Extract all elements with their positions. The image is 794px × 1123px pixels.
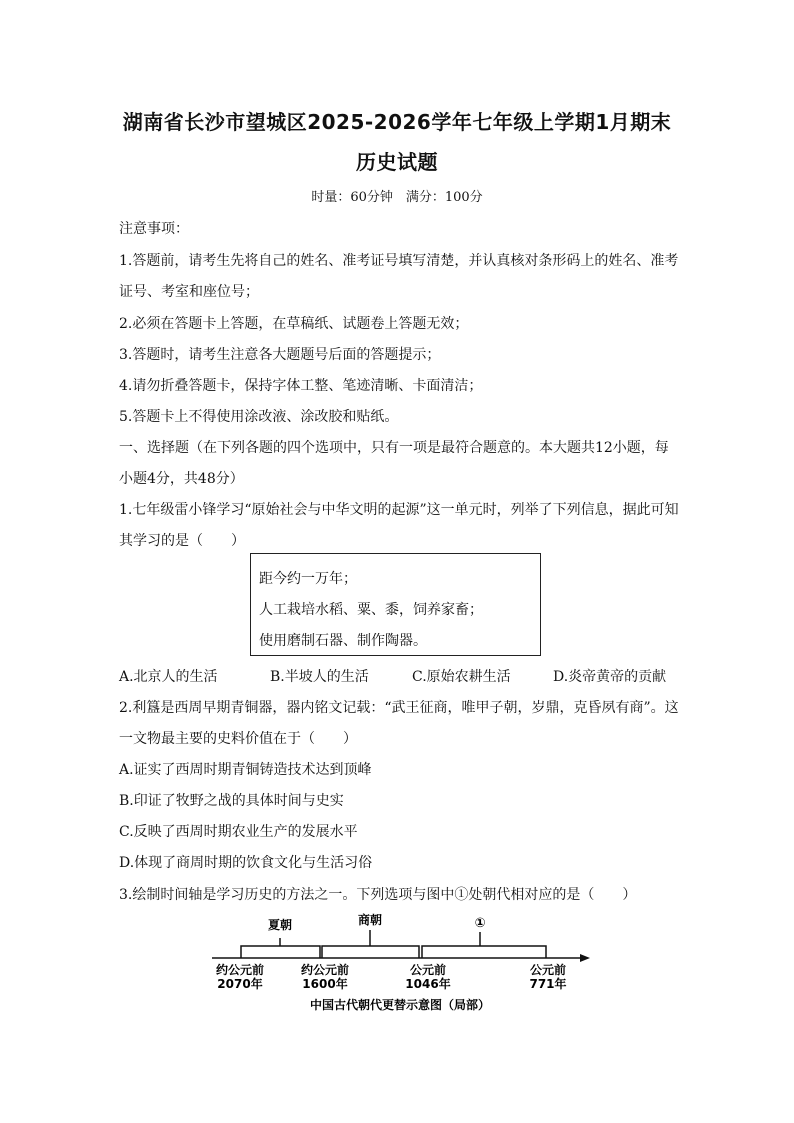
q2-stem-b: 一文物最主要的史料价值在于（ ） xyxy=(119,731,357,747)
xia-bracket xyxy=(241,946,320,958)
q1-option-b[interactable]: B.半坡人的生活 xyxy=(270,669,369,685)
xia-label: 夏朝 xyxy=(267,918,293,932)
q1-option-a[interactable]: A.北京人的生活 xyxy=(119,669,218,685)
date-label-prefix: 公元前 xyxy=(529,963,567,977)
q1-option-d[interactable]: D.炎帝黄帝的贡献 xyxy=(553,669,667,685)
q1-material-line: 距今约一万年； xyxy=(259,571,357,587)
notice-item-2: 2.必须在答题卡上答题，在草稿纸、试题卷上答题无效； xyxy=(119,316,469,332)
q3-stem: 3.绘制时间轴是学习历史的方法之一。下列选项与图中①处朝代相对应的是（ ） xyxy=(119,887,637,903)
date-label-prefix: 公元前 xyxy=(409,963,447,977)
q2-option-b[interactable]: B.印证了牧野之战的具体时间与史实 xyxy=(119,793,344,809)
notice-item-3: 3.答题时，请考生注意各大题题号后面的答题提示； xyxy=(119,347,441,363)
notice-heading: 注意事项： xyxy=(119,221,189,237)
date-label-year: 2070年 xyxy=(217,977,263,991)
shang-label: 商朝 xyxy=(357,913,383,927)
q1-option-c[interactable]: C.原始农耕生活 xyxy=(412,669,511,685)
date-label-prefix: 约公元前 xyxy=(215,963,265,977)
q1-material-line: 人工栽培水稻、粟、黍，饲养家畜； xyxy=(259,602,483,618)
notice-item-4: 4.请勿折叠答题卡，保持字体工整、笔迹清晰、卡面清洁； xyxy=(119,378,483,394)
exam-title-line2: 历史试题 xyxy=(356,150,438,174)
unknown-dynasty-bracket xyxy=(422,946,546,958)
dynasty-timeline-diagram xyxy=(200,908,600,1018)
q1-material-line: 使用磨制石器、制作陶器。 xyxy=(259,633,427,649)
q1-material-box xyxy=(250,553,541,656)
section-heading-a: 一、选择题（在下列各题的四个选项中，只有一项是最符合题意的。本大题共12小题，每 xyxy=(119,440,669,456)
exam-title-line1: 湖南省长沙市望城区2025-2026学年七年级上学期1月期末 xyxy=(122,110,672,134)
q2-option-d[interactable]: D.体现了商周时期的饮食文化与生活习俗 xyxy=(119,855,373,871)
timeline-arrowhead xyxy=(580,954,590,962)
q2-option-c[interactable]: C.反映了西周时期农业生产的发展水平 xyxy=(119,824,358,840)
section-heading-b: 小题4分，共48分） xyxy=(119,471,244,487)
exam-meta: 时量：60分钟 满分：100分 xyxy=(311,190,483,205)
notice-item-1b: 证号、考室和座位号； xyxy=(119,284,259,300)
q1-stem-a: 1.七年级雷小锋学习“原始社会与中华文明的起源”这一单元时，列举了下列信息，据此可知 xyxy=(119,502,679,518)
date-label-year: 1046年 xyxy=(405,977,451,991)
shang-bracket xyxy=(322,946,419,958)
date-label-prefix: 约公元前 xyxy=(300,963,350,977)
timeline-caption: 中国古代朝代更替示意图（局部） xyxy=(309,998,491,1012)
q1-stem-b: 其学习的是（ ） xyxy=(119,533,245,549)
date-label-year: 771年 xyxy=(529,977,567,991)
date-label-year: 1600年 xyxy=(302,977,348,991)
notice-item-5: 5.答题卡上不得使用涂改液、涂改胶和贴纸。 xyxy=(119,409,399,425)
q2-stem-a: 2.利簋是西周早期青铜器，器内铭文记载：“武王征商，唯甲子朝，岁鼎，克昏夙有商”。这 xyxy=(119,700,679,716)
q2-option-a[interactable]: A.证实了西周时期青铜铸造技术达到顶峰 xyxy=(119,762,372,778)
notice-item-1a: 1.答题前，请考生先将自己的姓名、准考证号填写清楚，并认真核对条形码上的姓名、准考 xyxy=(119,253,679,269)
unknown-dynasty-label: ① xyxy=(474,916,486,931)
